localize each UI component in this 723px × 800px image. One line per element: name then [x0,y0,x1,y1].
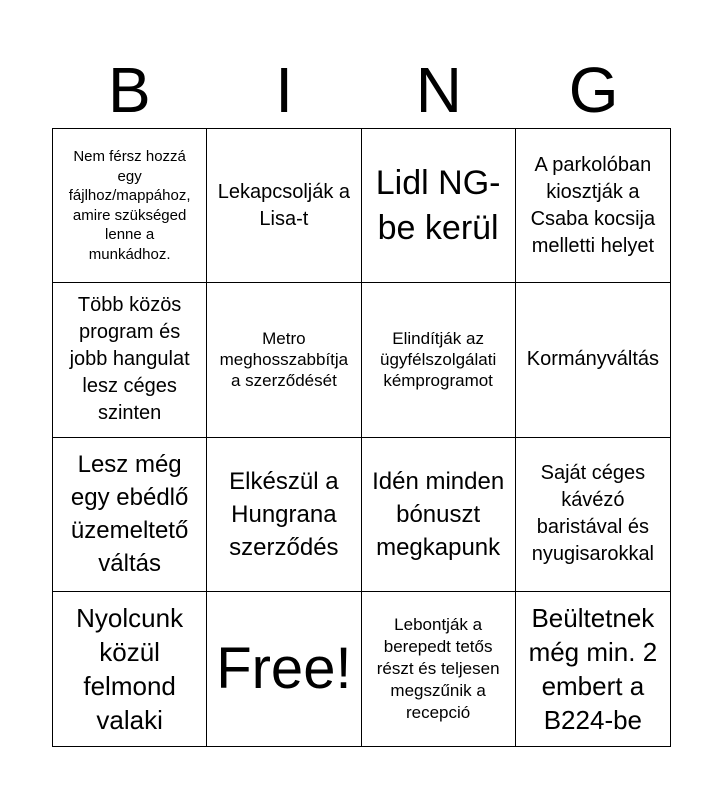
header-letter-n: N [415,54,462,126]
bingo-cell-r3-c1[interactable] [53,438,207,592]
free-space-label: Free! [216,635,352,701]
bingo-cell-r4-c3[interactable] [362,592,516,746]
cell-text: Elindítják az ügyfélszolgálati kémprogramot [380,329,497,391]
cell-text: Lidl NG-be kerül [375,163,501,247]
bingo-cell-r1-c2[interactable] [207,129,361,283]
cell-text: Elkészül a Hungrana szerződés [229,467,339,561]
bingo-cell-r1-c4[interactable] [516,129,670,283]
cell-text: Több közös program és jobb hangulat lesz céges szinten [69,294,190,425]
bingo-cell-r3-c3[interactable] [362,438,516,592]
header-letter-b: B [108,54,151,126]
bingo-cell-r3-c2[interactable] [207,438,361,592]
cell-text: A parkolóban kiosztják a Csaba kocsija melletti helyet [530,153,656,257]
cell-text: Beültetnek még min. 2 embert a B224-be [528,602,658,735]
cell-text: Saját céges kávézó baristával és nyugisarokkal [531,462,655,566]
cell-text: Lesz még egy ebédlő üzemeltető váltás [70,451,189,578]
bingo-board [52,128,671,747]
header-letter-i: I [275,54,294,126]
bingo-cell-r4-c1[interactable] [53,592,207,746]
cell-text: Nem férsz hozzá egy fájlhoz/mappához, amire szükséged lenne a munkádhoz. [68,148,191,263]
bingo-cell-r2-c3[interactable] [362,283,516,437]
bingo-cell-r3-c4[interactable] [516,438,670,592]
bingo-cell-r2-c2[interactable] [207,283,361,437]
bingo-cell-r1-c3[interactable] [362,129,516,283]
cell-text: Idén minden bónuszt megkapunk [372,467,505,561]
bingo-cell-free[interactable] [207,592,361,746]
bingo-cell-r2-c4[interactable] [516,283,670,437]
cell-text: Lekapcsolják a Lisa-t [217,180,351,230]
bingo-cell-r4-c4[interactable] [516,592,670,746]
cell-text: Metro meghosszabbítja a szerződését [219,329,349,391]
header-letter-g: G [568,54,619,126]
bingo-cell-r1-c1[interactable] [53,129,207,283]
bingo-header [52,52,671,128]
cell-text: Kormányváltás [526,348,660,371]
bingo-cell-r2-c1[interactable] [53,283,207,437]
cell-text: Nyolcunk közül felmond valaki [76,602,184,735]
cell-text: Lebontják a berepedt tetős részt és teljesen megszűnik a recepció [376,614,500,722]
